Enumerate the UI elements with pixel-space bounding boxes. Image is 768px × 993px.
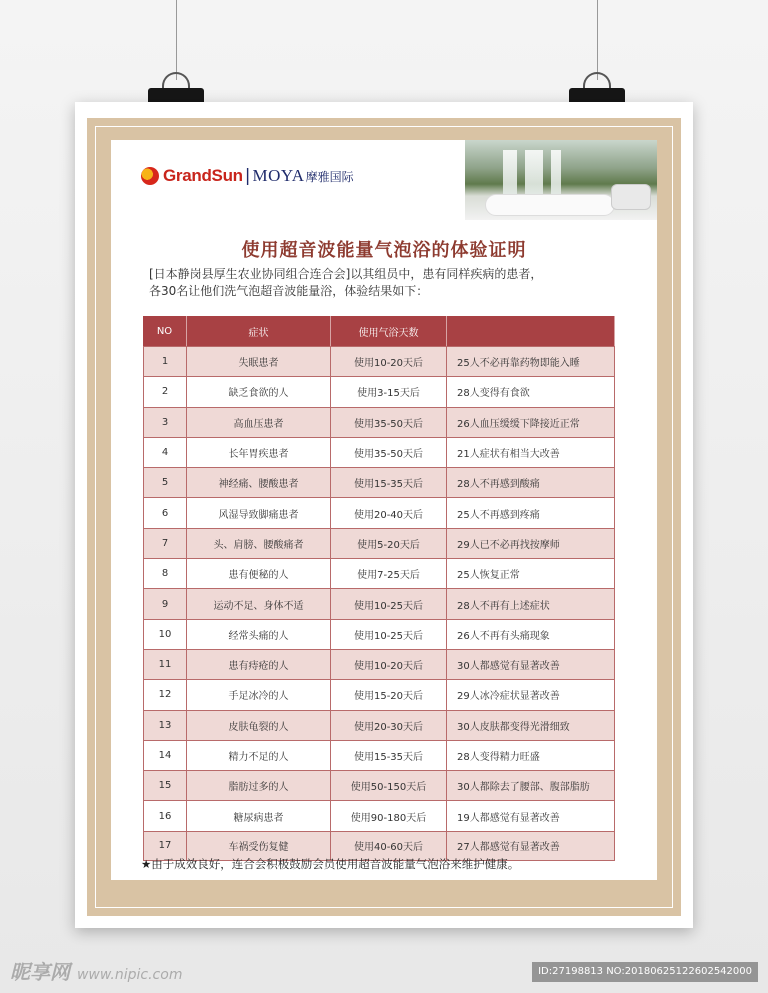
cell-days: 使用40-60天后 bbox=[331, 831, 447, 861]
table-row bbox=[143, 588, 615, 618]
cell-result: 30人皮肤都变得光滑细致 bbox=[447, 710, 615, 740]
page-title: 使用超音波能量气泡浴的体验证明 bbox=[241, 240, 527, 261]
watermark-url: www.nipic.com bbox=[76, 967, 183, 983]
cell-result: 29人已不必再找按摩师 bbox=[447, 528, 615, 558]
cell-symptom: 运动不足、身体不适 bbox=[187, 588, 331, 618]
cell-days: 使用15-35天后 bbox=[331, 740, 447, 770]
header-result bbox=[447, 316, 615, 346]
cell-days: 使用50-150天后 bbox=[331, 770, 447, 800]
grandsun-logo-icon bbox=[141, 167, 159, 185]
table-row bbox=[143, 497, 615, 527]
header-days: 使用气浴天数 bbox=[331, 316, 447, 346]
cell-result: 28人不再感到酸痛 bbox=[447, 467, 615, 497]
cell-symptom: 车祸受伤复健 bbox=[187, 831, 331, 861]
cell-result: 25人恢复正常 bbox=[447, 558, 615, 588]
cell-days: 使用10-20天后 bbox=[331, 649, 447, 679]
table-row bbox=[143, 740, 615, 770]
results-table bbox=[143, 316, 615, 861]
intro-text bbox=[149, 266, 629, 300]
cell-result: 25人不再感到疼痛 bbox=[447, 497, 615, 527]
cell-symptom: 患有便秘的人 bbox=[187, 558, 331, 588]
cell-symptom: 经常头痛的人 bbox=[187, 619, 331, 649]
cell-no: 16 bbox=[143, 800, 187, 830]
table-row bbox=[143, 679, 615, 709]
cell-result: 26人不再有头痛现象 bbox=[447, 619, 615, 649]
cell-days: 使用10-20天后 bbox=[331, 346, 447, 376]
cell-no: 11 bbox=[143, 649, 187, 679]
cell-days: 使用5-20天后 bbox=[331, 528, 447, 558]
cell-result: 27人都感觉有显著改善 bbox=[447, 831, 615, 861]
cell-result: 28人变得精力旺盛 bbox=[447, 740, 615, 770]
watermark-logo: 昵享网 www.nipic.com bbox=[10, 960, 183, 984]
cell-days: 使用10-25天后 bbox=[331, 619, 447, 649]
table-row bbox=[143, 558, 615, 588]
cell-no: 10 bbox=[143, 619, 187, 649]
cell-symptom: 风湿导致脚痛患者 bbox=[187, 497, 331, 527]
waterfall-bath-photo bbox=[465, 140, 657, 220]
cell-no: 2 bbox=[143, 376, 187, 406]
table-row bbox=[143, 437, 615, 467]
cell-no: 7 bbox=[143, 528, 187, 558]
cell-days: 使用20-40天后 bbox=[331, 497, 447, 527]
cell-days: 使用20-30天后 bbox=[331, 710, 447, 740]
cell-result: 30人都感觉有显著改善 bbox=[447, 649, 615, 679]
cell-symptom: 长年胃疾患者 bbox=[187, 437, 331, 467]
table-row bbox=[143, 770, 615, 800]
cell-result: 28人变得有食欲 bbox=[447, 376, 615, 406]
table-row bbox=[143, 407, 615, 437]
table-row bbox=[143, 710, 615, 740]
cell-result: 26人血压缓缓下降接近正常 bbox=[447, 407, 615, 437]
table-row bbox=[143, 528, 615, 558]
header-symptom: 症状 bbox=[187, 316, 331, 346]
control-panel-image bbox=[611, 184, 651, 210]
cell-no: 8 bbox=[143, 558, 187, 588]
hanging-string-right bbox=[597, 0, 598, 80]
cell-symptom: 缺乏食欲的人 bbox=[187, 376, 331, 406]
header-no: NO bbox=[143, 316, 187, 346]
cell-no: 6 bbox=[143, 497, 187, 527]
table-row bbox=[143, 649, 615, 679]
cell-days: 使用10-25天后 bbox=[331, 588, 447, 618]
cell-days: 使用35-50天后 bbox=[331, 407, 447, 437]
cell-days: 使用7-25天后 bbox=[331, 558, 447, 588]
cell-no: 13 bbox=[143, 710, 187, 740]
poster bbox=[75, 102, 693, 928]
brand-moya: MOYA bbox=[252, 166, 305, 185]
cell-days: 使用3-15天后 bbox=[331, 376, 447, 406]
cell-days: 使用35-50天后 bbox=[331, 437, 447, 467]
image-id-label: ID:27198813 NO:20180625122602542000 bbox=[532, 962, 758, 982]
bathtub-image bbox=[485, 194, 615, 216]
cell-no: 1 bbox=[143, 346, 187, 376]
cell-no: 14 bbox=[143, 740, 187, 770]
cell-symptom: 头、肩膀、腰酸痛者 bbox=[187, 528, 331, 558]
poster-card bbox=[111, 140, 657, 880]
intro-line-1: [日本静岗县厚生农业协同组合连合会]以其组员中，患有同样疾病的患者， bbox=[149, 267, 543, 281]
cell-result: 21人症状有相当大改善 bbox=[447, 437, 615, 467]
cell-days: 使用90-180天后 bbox=[331, 800, 447, 830]
footer-note: ★由于成效良好，连合会积极鼓励会员使用超音波能量气泡浴来维护健康。 bbox=[141, 857, 520, 871]
cell-symptom: 失眠患者 bbox=[187, 346, 331, 376]
cell-days: 使用15-35天后 bbox=[331, 467, 447, 497]
cell-symptom: 脂肪过多的人 bbox=[187, 770, 331, 800]
cell-days: 使用15-20天后 bbox=[331, 679, 447, 709]
cell-symptom: 糖尿病患者 bbox=[187, 800, 331, 830]
table-row bbox=[143, 619, 615, 649]
table-row bbox=[143, 346, 615, 376]
cell-no: 12 bbox=[143, 679, 187, 709]
cell-no: 15 bbox=[143, 770, 187, 800]
cell-no: 3 bbox=[143, 407, 187, 437]
cell-symptom: 患有痔疮的人 bbox=[187, 649, 331, 679]
cell-no: 5 bbox=[143, 467, 187, 497]
cell-result: 29人冰冷症状显著改善 bbox=[447, 679, 615, 709]
table-header-row bbox=[143, 316, 615, 346]
brand-logo bbox=[141, 166, 354, 186]
cell-symptom: 高血压患者 bbox=[187, 407, 331, 437]
table-row bbox=[143, 467, 615, 497]
table-row bbox=[143, 376, 615, 406]
cell-result: 25人不必再靠药物即能入睡 bbox=[447, 346, 615, 376]
hanging-string-left bbox=[176, 0, 177, 80]
cell-symptom: 神经痛、腰酸患者 bbox=[187, 467, 331, 497]
brand-separator: | bbox=[244, 166, 251, 186]
cell-result: 30人都除去了腰部、腹部脂肪 bbox=[447, 770, 615, 800]
table-row bbox=[143, 800, 615, 830]
poster-frame bbox=[87, 118, 681, 916]
cell-result: 28人不再有上述症状 bbox=[447, 588, 615, 618]
cell-no: 4 bbox=[143, 437, 187, 467]
cell-symptom: 精力不足的人 bbox=[187, 740, 331, 770]
brand-grandsun: GrandSun bbox=[163, 166, 243, 185]
cell-no: 17 bbox=[143, 831, 187, 861]
cell-symptom: 手足冰冷的人 bbox=[187, 679, 331, 709]
cell-no: 9 bbox=[143, 588, 187, 618]
brand-moya-cn: 摩雅国际 bbox=[305, 169, 354, 184]
intro-line-2: 各30名让他们洗气泡超音波能量浴，体验结果如下： bbox=[149, 284, 429, 298]
cell-result: 19人都感觉有显著改善 bbox=[447, 800, 615, 830]
cell-symptom: 皮肤龟裂的人 bbox=[187, 710, 331, 740]
